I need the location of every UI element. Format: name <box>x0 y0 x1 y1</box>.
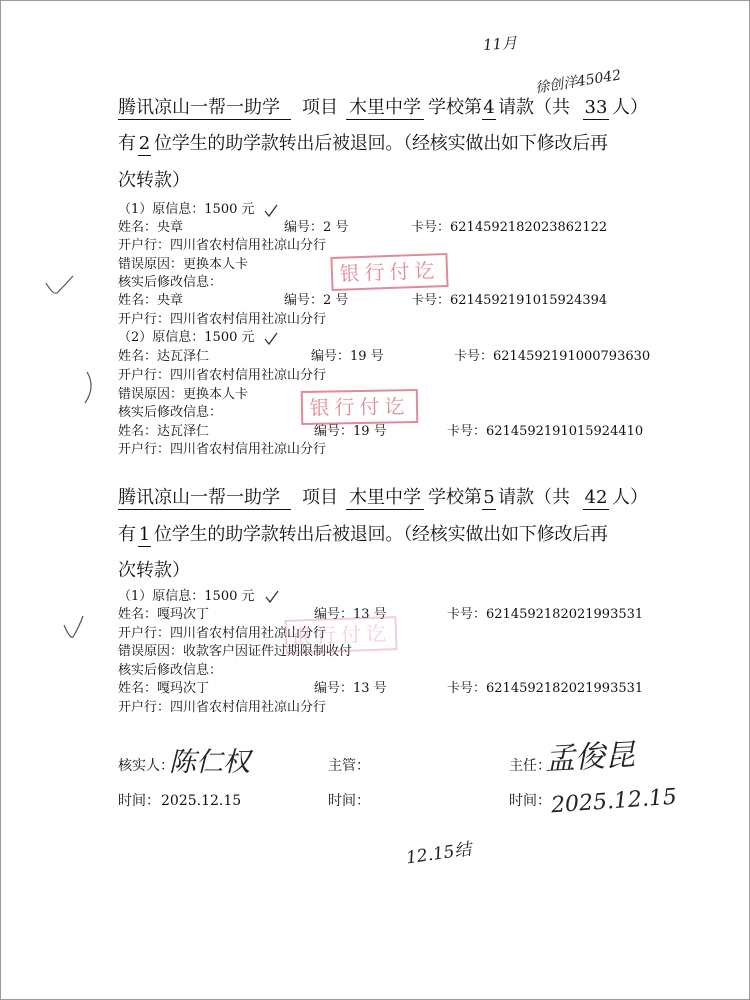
modified-info-label: 核实后修改信息： <box>118 275 223 290</box>
batch-number: 4 <box>483 97 495 118</box>
original-info-label: （1）原信息：1500 元 <box>118 589 255 604</box>
error-reason: 错误原因：更换本人卡 <box>118 257 249 272</box>
card-number: 卡号：6214592182023862122 <box>411 220 608 235</box>
bank-paid-stamp: 银行付讫 <box>330 253 448 291</box>
handwritten-month-note: 11月 <box>482 33 518 55</box>
student-number: 编号：13 号 <box>314 607 387 622</box>
student-name: 姓名：嘎玛次丁 <box>118 607 210 622</box>
card-number: 卡号：6214592191000793630 <box>454 349 651 364</box>
check-mark-icon <box>264 332 278 346</box>
bank-paid-stamp: 银行付讫 <box>301 389 419 425</box>
margin-check-icon <box>45 275 75 297</box>
total-count: 33 <box>584 97 608 118</box>
student-number: 编号：2 号 <box>284 220 349 235</box>
returned-count: 2 <box>138 133 151 154</box>
school-label: 学校第 <box>428 97 482 118</box>
intro-prefix: 有 <box>118 133 136 154</box>
student-number: 编号：13 号 <box>314 681 387 696</box>
student-name: 姓名：央章 <box>118 220 184 235</box>
total-label: 人） <box>612 487 648 508</box>
intro-text-cont: 次转款） <box>118 170 190 191</box>
time-label: 时间： <box>118 793 160 809</box>
director-signature: 孟俊昆 <box>544 737 636 778</box>
card-number: 卡号：6214592182021993531 <box>447 607 644 622</box>
checker-label: 核实人： <box>118 758 174 774</box>
time-label: 时间： <box>328 793 370 809</box>
project-name: 腾讯凉山一帮一助学 <box>118 99 291 120</box>
bank-name: 开户行：四川省农村信用社凉山分行 <box>118 442 327 457</box>
bank-name: 开户行：四川省农村信用社凉山分行 <box>118 626 327 641</box>
student-name: 姓名：央章 <box>118 293 184 308</box>
card-number: 卡号：6214592182021993531 <box>447 681 644 696</box>
error-reason: 错误原因：收款客户因证件过期限制收付 <box>118 644 353 659</box>
original-info-label: （1）原信息：1500 元 <box>118 202 255 217</box>
director-label: 主任： <box>509 758 551 774</box>
batch-label: 请款（共 <box>498 97 570 118</box>
bank-name: 开户行：四川省农村信用社凉山分行 <box>118 368 327 383</box>
school-label: 学校第 <box>428 487 482 508</box>
check-mark-icon <box>264 204 278 218</box>
supervisor-label: 主管： <box>328 758 370 774</box>
school-name: 木里中学 <box>346 99 424 120</box>
check-mark-icon <box>265 590 279 604</box>
margin-check-icon <box>63 615 85 641</box>
batch-number: 5 <box>483 487 495 508</box>
project-name: 腾讯凉山一帮一助学 <box>118 489 291 510</box>
batch-label: 请款（共 <box>498 487 570 508</box>
time-label: 时间： <box>509 793 551 809</box>
intro-text-cont: 次转款） <box>118 560 190 581</box>
bank-name: 开户行：四川省农村信用社凉山分行 <box>118 238 327 253</box>
intro-text: 位学生的助学款转出后被退回。（经核实做出如下修改后再 <box>154 133 608 154</box>
handwritten-bottom-note: 12.15结 <box>404 839 473 869</box>
student-name: 姓名：达瓦泽仁 <box>118 424 210 439</box>
card-number: 卡号：6214592191015924394 <box>411 293 608 308</box>
returned-count: 1 <box>138 524 151 545</box>
student-name: 姓名：嘎玛次丁 <box>118 681 210 696</box>
student-number: 编号：2 号 <box>284 293 349 308</box>
checker-signature: 陈仁权 <box>169 747 250 778</box>
total-count: 42 <box>584 487 608 508</box>
project-label: 项目 <box>302 487 338 508</box>
handwritten-code-note: 徐创洋45042 <box>534 67 623 97</box>
bank-paid-stamp: 银行付讫 <box>284 616 397 654</box>
school-name: 木里中学 <box>346 489 424 510</box>
bank-name: 开户行：四川省农村信用社凉山分行 <box>118 312 327 327</box>
bank-name: 开户行：四川省农村信用社凉山分行 <box>118 700 327 715</box>
student-name: 姓名：达瓦泽仁 <box>118 349 210 364</box>
error-reason: 错误原因：更换本人卡 <box>118 387 249 402</box>
total-label: 人） <box>612 97 648 118</box>
intro-text: 位学生的助学款转出后被退回。（经核实做出如下修改后再 <box>154 524 608 545</box>
director-date-handwritten: 2025.12.15 <box>550 784 678 819</box>
original-info-label: （2）原信息：1500 元 <box>118 330 255 345</box>
student-number: 编号：19 号 <box>311 349 384 364</box>
modified-info-label: 核实后修改信息： <box>118 663 223 678</box>
project-label: 项目 <box>302 97 338 118</box>
modified-info-label: 核实后修改信息： <box>118 405 223 420</box>
checker-date: 2025.12.15 <box>161 793 242 809</box>
intro-prefix: 有 <box>118 524 136 545</box>
card-number: 卡号：6214592191015924410 <box>447 424 644 439</box>
student-number: 编号：19 号 <box>314 424 387 439</box>
margin-check-icon <box>81 371 97 405</box>
